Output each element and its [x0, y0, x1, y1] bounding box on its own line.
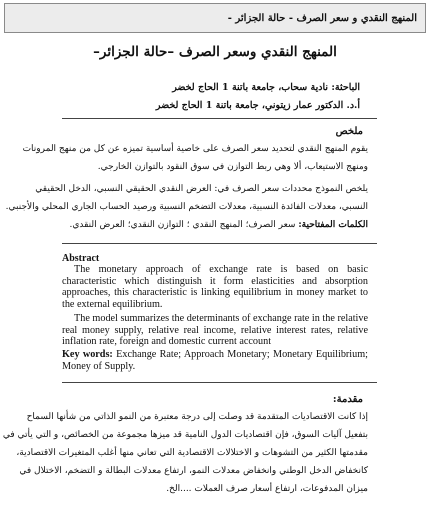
introduction-line: كانخفاض الدخل الوطني وانخفاض معدلات النمو، ارتفاع معدلات البطالة و التضخم، الاختلال في — [19, 466, 368, 476]
english-abstract-paragraph-1: The monetary approach of exchange rate is based on basic characteristic which distinguish it form elasticities and absorption approaches, this characteristic is linking equilibrium in money market to the external equilibrium. — [62, 264, 368, 311]
divider-rule — [62, 118, 377, 119]
english-abstract-paragraph — [62, 264, 368, 311]
running-header-bar — [4, 3, 426, 33]
english-abstract-paragraph-2: The model summarizes the determinants of exchange rate in the relative real money supply, relative real income, relative interest rates, relative inflation rate, foreign and domestic current account — [62, 313, 368, 348]
introduction-line: ميزان المدفوعات، ارتفاع أسعار صرف العملات ....الخ. — [166, 484, 368, 494]
arabic-abstract-line: ومنهج الاستيعاب، ألا وهي ربط التوازن في سوق النقود بالتوازن الخارجي. — [97, 162, 368, 172]
author-1: الباحثة: نادية سحاب، جامعة باتنة 1 الحاج لخضر — [172, 82, 360, 93]
arabic-abstract-line: النسبي، معدلات الفائدة النسبية، معدلات التضخم النسبية ورصيد الحساب الجاري المحلي والأجنبي. — [5, 202, 368, 212]
introduction-line: إذا كانت الاقتصاديات المتقدمة قد وصلت إلى درجة معتبرة من النمو الذاتي من شأنها السماح — [26, 412, 368, 422]
english-abstract-paragraph — [62, 313, 368, 348]
english-keywords-text: Exchange Rate; Approach Monetary; Monetary Equilibrium; Money of Supply. — [62, 349, 368, 372]
arabic-keywords — [58, 220, 368, 230]
divider-rule — [62, 382, 377, 383]
running-header: المنهج النقدي و سعر الصرف - حالة الجزائر - — [227, 13, 417, 24]
arabic-abstract-line: يقوم المنهج النقدي لتحديد سعر الصرف على خاصية أساسية تميزه عن كل من منهج المرونات — [22, 144, 368, 154]
author-2: أ.د. الدكتور عمار زيتوني، جامعة باتنة 1 الحاج لخضر — [155, 100, 360, 111]
arabic-keywords-label: الكلمات المفتاحية: — [298, 220, 368, 230]
english-keywords-label: Key words: — [62, 349, 113, 360]
arabic-abstract-heading: ملخص — [335, 126, 363, 137]
arabic-abstract-line: يلخص النموذج محددات سعر الصرف في: العرض النقدي الحقيقي النسبي، الدخل الحقيقي — [35, 184, 368, 194]
divider-rule — [62, 243, 377, 244]
arabic-keywords-text: سعر الصرف؛ المنهج النقدي ؛ التوازن النقدي؛ العرض النقدي. — [69, 220, 296, 230]
english-keywords — [62, 349, 368, 372]
paper-title: المنهج النقدي وسعر الصرف –حالة الجزائر– — [93, 44, 337, 60]
english-abstract-heading: Abstract — [62, 253, 100, 264]
introduction-line: مقدمتها الكثير من التشوهات و الاختلالات الاقتصادية التي تعاني منها أغلب المتغيرات الاقتصادية، — [16, 448, 368, 458]
introduction-line: بتفعيل آليات السوق، فإن اقتصاديات الدول النامية قد ميزها مجموعة من الخصائص، و التي يأتي في — [2, 430, 368, 440]
introduction-heading: مقدمة: — [332, 394, 363, 405]
